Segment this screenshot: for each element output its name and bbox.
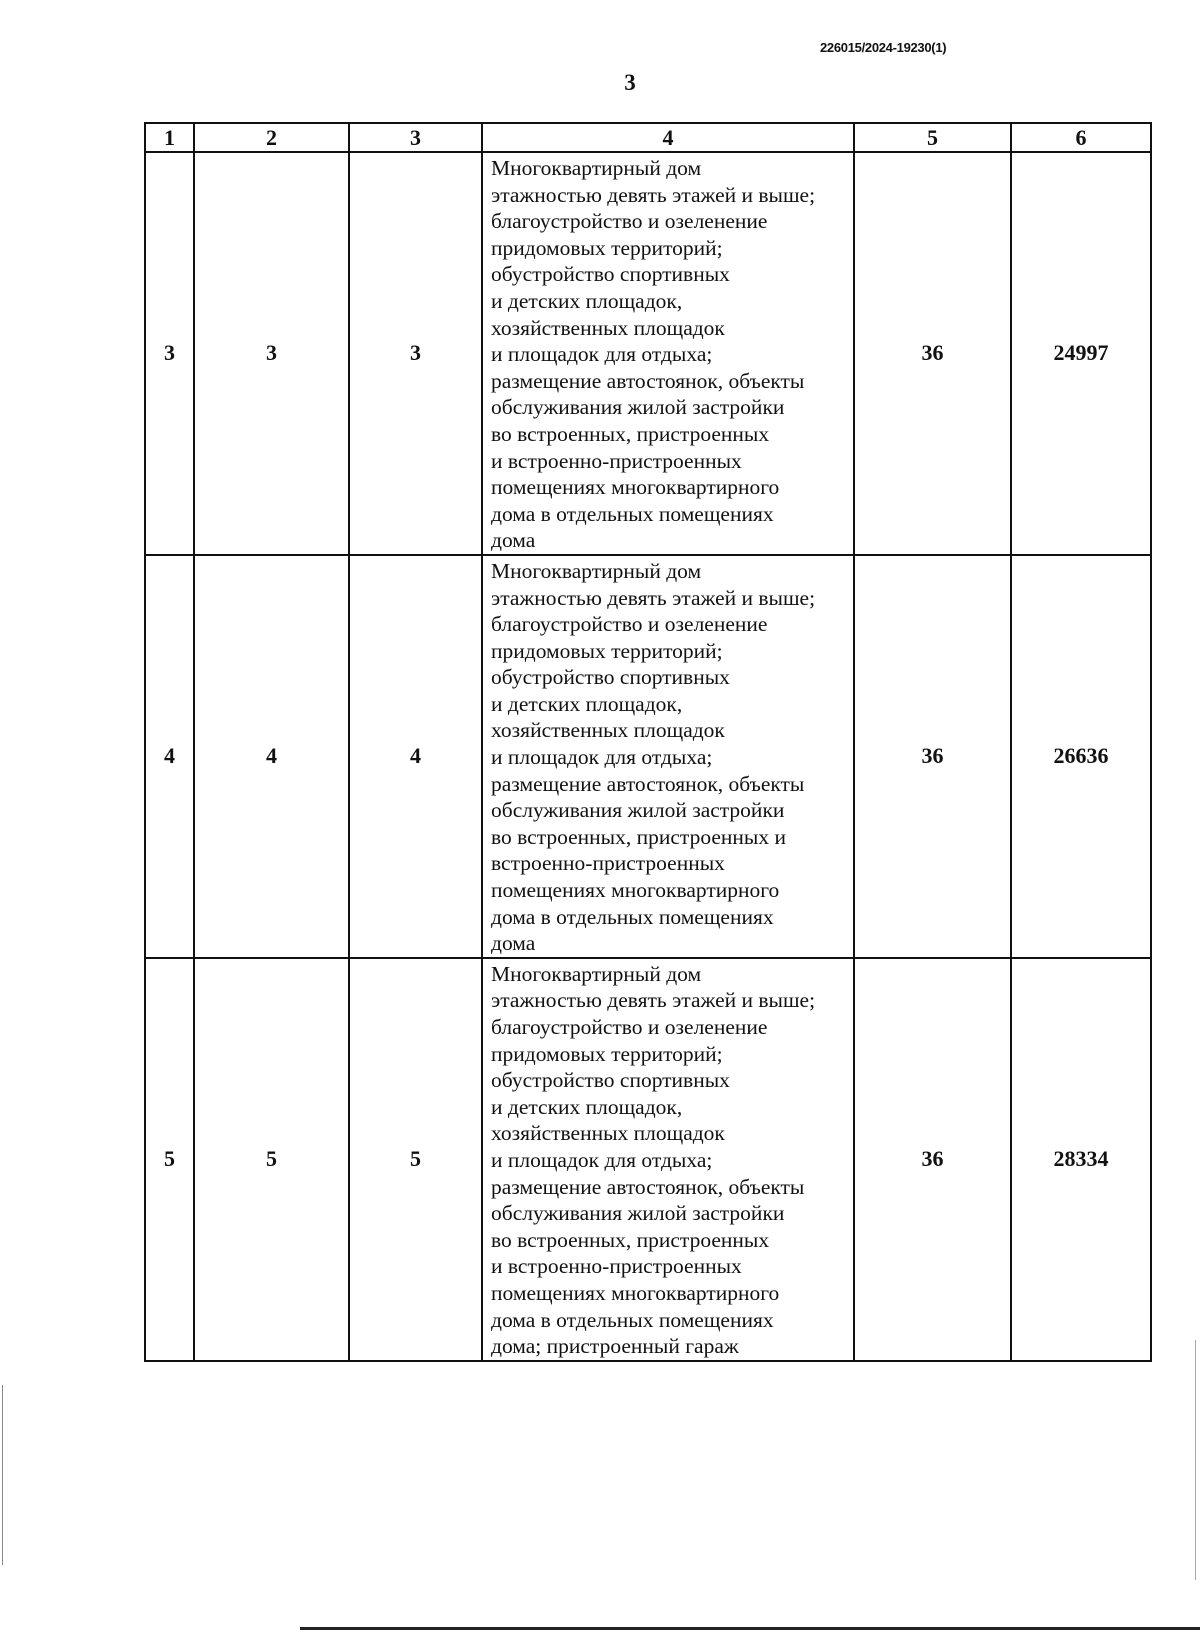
- cell-col1: 3: [145, 152, 194, 555]
- description-line: дома: [491, 931, 536, 956]
- description-line: встроенно-пристроенных: [491, 851, 725, 876]
- cell-col3: 4: [349, 555, 482, 958]
- column-header: 3: [349, 123, 482, 152]
- description-line: Многоквартирный дом: [491, 156, 702, 180]
- description-line: и встроенно-пристроенных: [491, 1254, 742, 1279]
- table-header-row: [145, 123, 1151, 152]
- cell-col6: 28334: [1011, 958, 1151, 1361]
- description-line: помещениях многоквартирного: [491, 878, 780, 903]
- column-header: 1: [145, 123, 194, 152]
- description-line: и площадок для отдыха;: [491, 745, 713, 770]
- description-line: размещение автостоянок, объекты: [491, 1174, 805, 1199]
- description-line: обслуживания жилой застройки: [491, 395, 785, 420]
- description-line: хозяйственных площадок: [491, 315, 725, 340]
- cell-col2: 4: [194, 555, 349, 958]
- description-line: и встроенно-пристроенных: [491, 448, 742, 473]
- cell-col5: 36: [854, 958, 1011, 1361]
- description-line: дома в отдельных помещениях: [491, 904, 774, 929]
- description-line: придомовых территорий;: [491, 638, 723, 663]
- scan-artifact-left-edge: [2, 1385, 3, 1565]
- description-line: придомовых территорий;: [491, 235, 723, 260]
- cell-col6: 24997: [1011, 152, 1151, 555]
- description-line: и площадок для отдыха;: [491, 342, 713, 367]
- column-header: 5: [854, 123, 1011, 152]
- description-line: хозяйственных площадок: [491, 1121, 725, 1146]
- description-line: помещениях многоквартирного: [491, 1280, 780, 1305]
- cell-col1: 4: [145, 555, 194, 958]
- description-line: дома; пристроенный гараж: [491, 1334, 739, 1359]
- description-line: благоустройство и озеленение: [491, 1015, 768, 1039]
- column-header: 2: [194, 123, 349, 152]
- cell-col6: 26636: [1011, 555, 1151, 958]
- table-row: [145, 555, 1151, 958]
- description-line: хозяйственных площадок: [491, 718, 725, 743]
- description-line: Многоквартирный дом: [491, 961, 702, 986]
- description-line: дома в отдельных помещениях: [491, 1307, 774, 1332]
- data-table: [144, 122, 1152, 1362]
- description-line: и площадок для отдыха;: [491, 1147, 713, 1172]
- page-number: 3: [624, 70, 636, 95]
- cell-col5: 36: [854, 152, 1011, 555]
- column-header: 4: [482, 123, 854, 152]
- description-line: этажностью девять этажей и выше;: [491, 988, 816, 1013]
- description-line: и детских площадок,: [491, 288, 683, 313]
- cell-col3: 3: [349, 152, 482, 555]
- description-line: благоустройство и озеленение: [491, 612, 768, 637]
- scan-artifact-bottom-edge: [300, 1627, 1200, 1630]
- description-line: обустройство спортивных: [491, 262, 730, 287]
- table-row: [145, 152, 1151, 555]
- description-line: во встроенных, пристроенных: [491, 1227, 770, 1252]
- cell-description: [482, 958, 854, 1361]
- description-line: и детских площадок,: [491, 691, 683, 716]
- description-line: обустройство спортивных: [491, 1068, 730, 1093]
- description-line: придомовых территорий;: [491, 1041, 723, 1066]
- description-line: этажностью девять этажей и выше;: [491, 182, 816, 207]
- description-line: обслуживания жилой застройки: [491, 1201, 785, 1226]
- description-line: размещение автостоянок, объекты: [491, 368, 805, 393]
- cell-col5: 36: [854, 555, 1011, 958]
- description-line: размещение автостоянок, объекты: [491, 771, 805, 796]
- description-line: во встроенных, пристроенных: [491, 421, 770, 446]
- description-line: дома в отдельных помещениях: [491, 501, 774, 526]
- column-header: 6: [1011, 123, 1151, 152]
- cell-description: [482, 152, 854, 555]
- document-registration-number: 226015/2024-19230(1): [820, 40, 947, 55]
- description-line: обустройство спортивных: [491, 665, 730, 690]
- cell-col1: 5: [145, 958, 194, 1361]
- description-line: дома: [491, 528, 536, 553]
- table-row: [145, 958, 1151, 1361]
- description-line: и детских площадок,: [491, 1094, 683, 1119]
- cell-col2: 5: [194, 958, 349, 1361]
- description-line: Многоквартирный дом: [491, 558, 702, 583]
- description-line: благоустройство и озеленение: [491, 209, 768, 234]
- description-line: помещениях многоквартирного: [491, 475, 780, 500]
- cell-col2: 3: [194, 152, 349, 555]
- description-line: этажностью девять этажей и выше;: [491, 585, 816, 610]
- description-line: обслуживания жилой застройки: [491, 798, 785, 823]
- description-line: во встроенных, пристроенных и: [491, 824, 786, 849]
- scan-artifact-right-edge: [1195, 1340, 1196, 1580]
- cell-description: [482, 555, 854, 958]
- cell-col3: 5: [349, 958, 482, 1361]
